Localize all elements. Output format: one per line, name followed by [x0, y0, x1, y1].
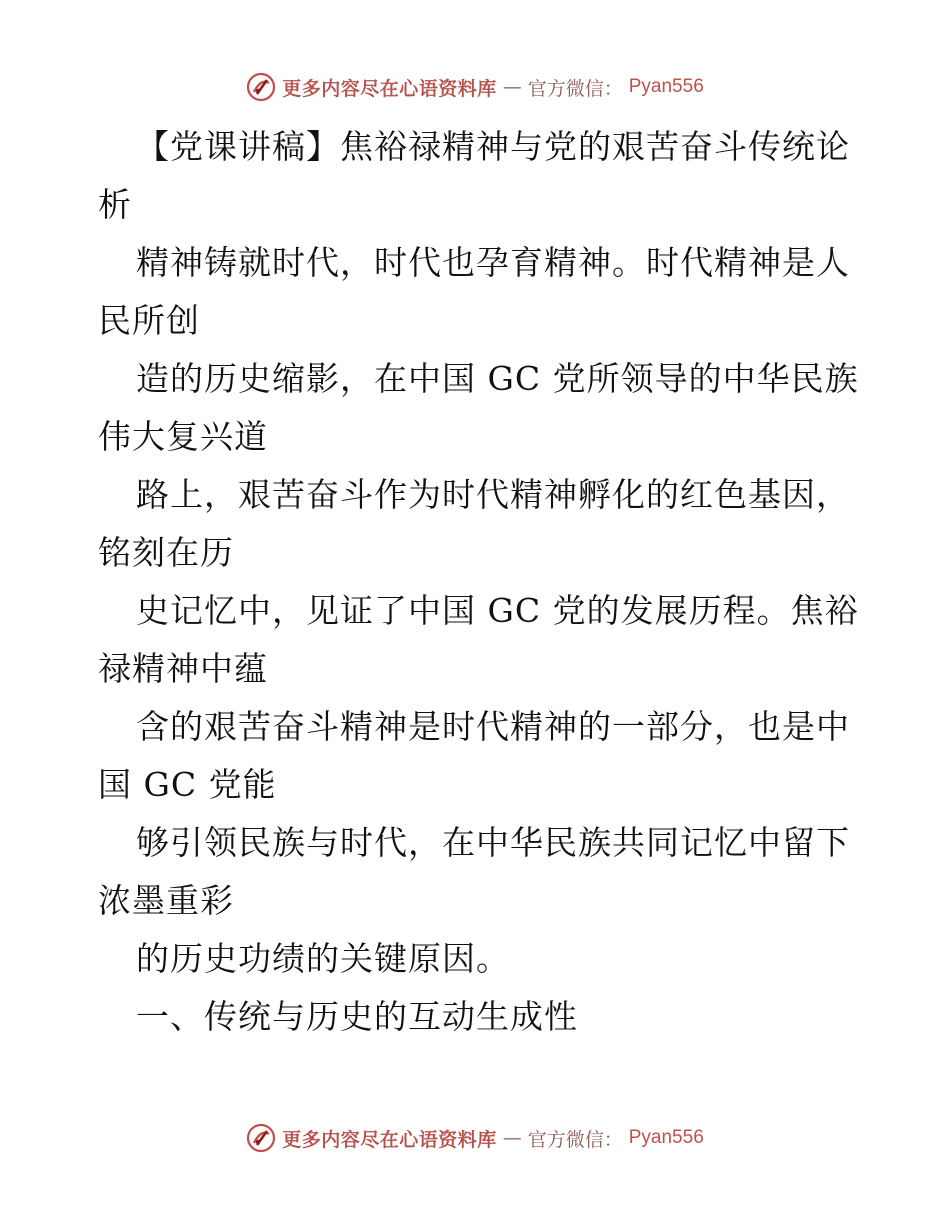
- section-heading: 一、传统与历史的互动生成性: [136, 997, 578, 1036]
- title-line-1: 【党课讲稿】焦裕禄精神与党的艰苦奋斗传统论: [136, 127, 850, 166]
- paragraph-line: 路上，艰苦奋斗作为时代精神孵化的红色基因，: [136, 475, 850, 514]
- paragraph-line: 含的艰苦奋斗精神是时代精神的一部分，也是中: [136, 707, 850, 746]
- paragraph-line: 铭刻在历: [98, 533, 234, 572]
- brand-logo-icon: [246, 1123, 276, 1153]
- paragraph-line: 禄精神中蕴: [98, 649, 268, 688]
- brand-logo-icon: [246, 72, 276, 102]
- watermark-text: 更多内容尽在心语资料库: [282, 77, 497, 100]
- watermark-account: Pyan556: [628, 1127, 704, 1148]
- watermark-weixin-label: 官方微信：: [527, 1128, 623, 1151]
- watermark-text: 更多内容尽在心语资料库: [282, 1128, 497, 1151]
- paragraph-line: 造的历史缩影，在中国 GC 党所领导的中华民族: [136, 359, 859, 398]
- paragraph-line: 民所创: [98, 301, 200, 340]
- watermark-dash: —: [502, 1127, 522, 1149]
- header-watermark: [0, 72, 950, 102]
- watermark-account: Pyan556: [628, 76, 704, 97]
- document-body: [98, 118, 858, 1046]
- paragraph-line: 伟大复兴道: [98, 417, 268, 456]
- paragraph-line: 史记忆中，见证了中国 GC 党的发展历程。焦裕: [136, 591, 859, 630]
- paragraph-line: 浓墨重彩: [98, 881, 234, 920]
- paragraph-line: 精神铸就时代，时代也孕育精神。时代精神是人: [136, 243, 850, 282]
- watermark-dash: —: [502, 76, 522, 98]
- title-line-2: 析: [98, 185, 132, 224]
- paragraph-line: 的历史功绩的关键原因。: [136, 939, 510, 978]
- watermark-weixin-label: 官方微信：: [527, 77, 623, 100]
- footer-watermark: [0, 1123, 950, 1153]
- paragraph-line: 够引领民族与时代，在中华民族共同记忆中留下: [136, 823, 850, 862]
- paragraph-line: 国 GC 党能: [98, 765, 277, 804]
